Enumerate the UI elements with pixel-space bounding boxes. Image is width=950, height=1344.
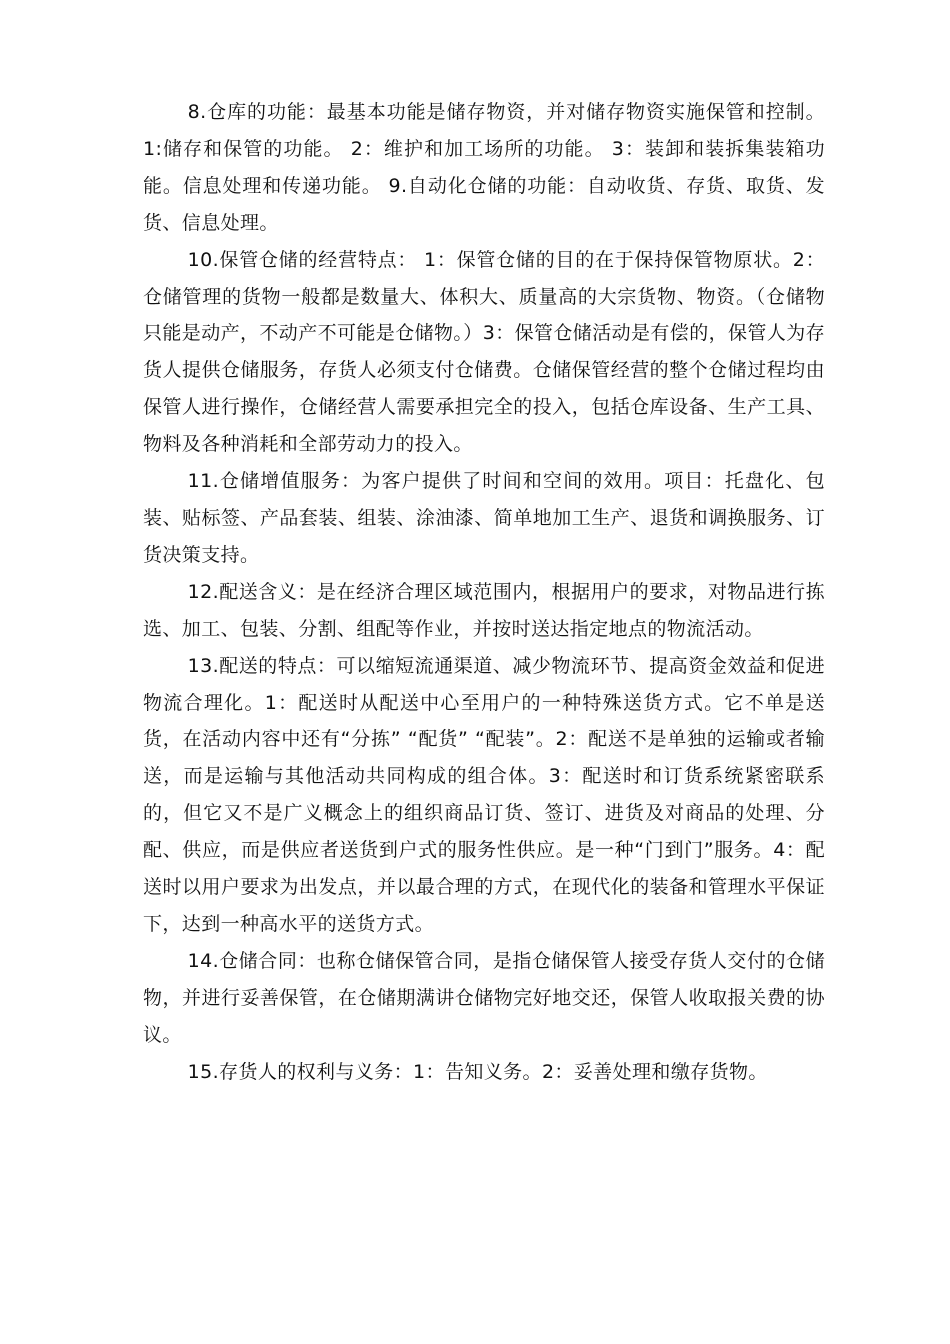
paragraph-distribution-features: 13.配送的特点：可以缩短流通渠道、减少物流环节、提高资金效益和促进物流合理化。1：配送时从配送中心至用户的一种特殊送货方式。它不单是送货，在活动内容中还有“分拣” “配货” “配装”。2：配送不是单独的运输或者输送，而是运输与其他活动共同构成的组合体。3：配送时和订货系统紧密联系的，但它又不是广义概念上的组织商品订货、签订、进货及对商品的处理、分配、供应，而是供应者送货到户式的服务性供应。是一种“门到门”服务。4：配送时以用户要求为出发点，并以最合理的方式，在现代化的装备和管理水平保证下，达到一种高水平的送货方式。 bbox=[143, 654, 825, 935]
paragraph-storage-operation-features: 10.保管仓储的经营特点： 1：保管仓储的目的在于保持保管物原状。2：仓储管理的货物一般都是数量大、体积大、质量高的大宗货物、物资。（仓储物只能是动产，不动产不可能是仓储物。）3：保管仓储活动是有偿的，保管人为存货人提供仓储服务，存货人必须支付仓储费。仓储保管经营的整个仓储过程均由保管人进行操作，仓储经营人需要承担完全的投入，包括仓库设备、生产工具、物料及各种消耗和全部劳动力的投入。 bbox=[143, 248, 825, 456]
paragraph-storage-contract: 14.仓储合同：也称仓储保管合同，是指仓储保管人接受存货人交付的仓储物，并进行妥善保管，在仓储期满讲仓储物完好地交还，保管人收取报关费的协议。 bbox=[143, 949, 825, 1046]
paragraph-value-added-services: 11.仓储增值服务：为客户提供了时间和空间的效用。项目：托盘化、包装、贴标签、产品套装、组装、涂油漆、简单地加工生产、退货和调换服务、订货决策支持。 bbox=[143, 470, 825, 566]
document-body bbox=[143, 94, 825, 1090]
paragraph-warehouse-functions: 8.仓库的功能：最基本功能是储存物资，并对储存物资实施保管和控制。 1:储存和保管的功能。 2：维护和加工场所的功能。 3：装卸和装拆集装箱功能。信息处理和传递功能。 9.自动化仓储的功能：自动收货、存货、取货、发货、信息处理。 bbox=[143, 101, 825, 234]
paragraph-depositor-rights: 15.存货人的权利与义务：1：告知义务。2：妥善处理和缴存货物。 bbox=[187, 1060, 768, 1083]
paragraph-distribution-definition: 12.配送含义：是在经济合理区域范围内，根据用户的要求，对物品进行拣选、加工、包装、分割、组配等作业，并按时送达指定地点的物流活动。 bbox=[143, 580, 825, 640]
